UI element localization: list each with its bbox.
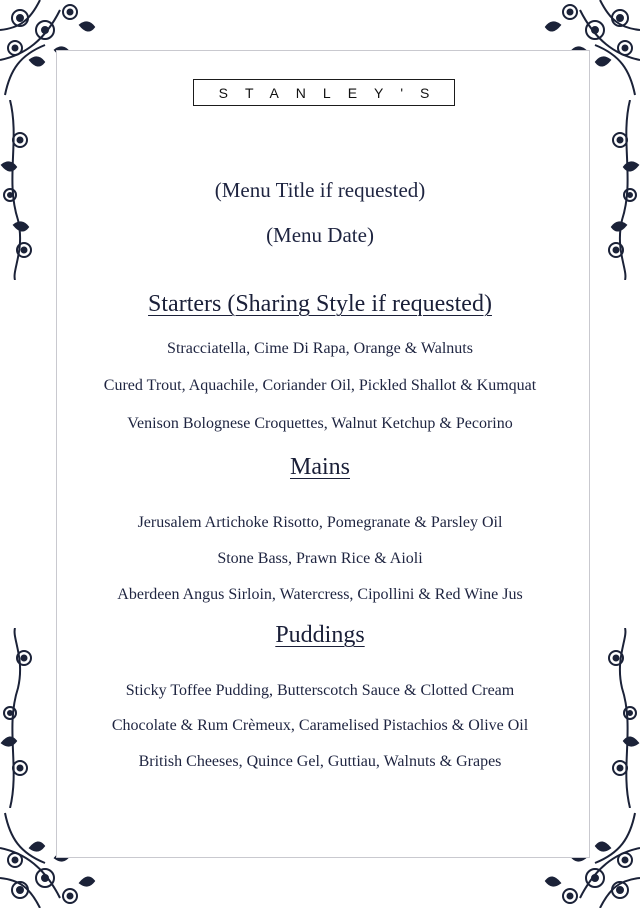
menu-date: (Menu Date)	[266, 223, 374, 247]
menu-item: Cured Trout, Aquachile, Coriander Oil, Pickled Shallot & Kumquat	[103, 377, 537, 394]
menu-item: Stracciatella, Cime Di Rapa, Orange & Walnuts	[167, 340, 473, 357]
menu-title: (Menu Title if requested)	[214, 178, 426, 202]
menu-item: Stone Bass, Prawn Rice & Aioli	[217, 550, 423, 567]
menu-item: Jerusalem Artichoke Risotto, Pomegranate & Parsley Oil	[137, 514, 503, 531]
section-heading-starters: Starters (Sharing Style if requested)	[148, 291, 492, 317]
section-heading-puddings: Puddings	[275, 622, 365, 648]
menu-item: Sticky Toffee Pudding, Butterscotch Sauce & Clotted Cream	[125, 682, 515, 699]
menu-item: Chocolate & Rum Crèmeux, Caramelised Pistachios & Olive Oil	[111, 717, 529, 734]
section-heading-mains: Mains	[290, 454, 350, 480]
menu-item: Aberdeen Angus Sirloin, Watercress, Cipollini & Red Wine Jus	[117, 586, 523, 603]
menu-item: British Cheeses, Quince Gel, Guttiau, Walnuts & Grapes	[138, 753, 502, 770]
stanleys-logo: STANLEY'S	[193, 79, 455, 106]
menu-item: Venison Bolognese Croquettes, Walnut Ketchup & Pecorino	[127, 415, 513, 432]
